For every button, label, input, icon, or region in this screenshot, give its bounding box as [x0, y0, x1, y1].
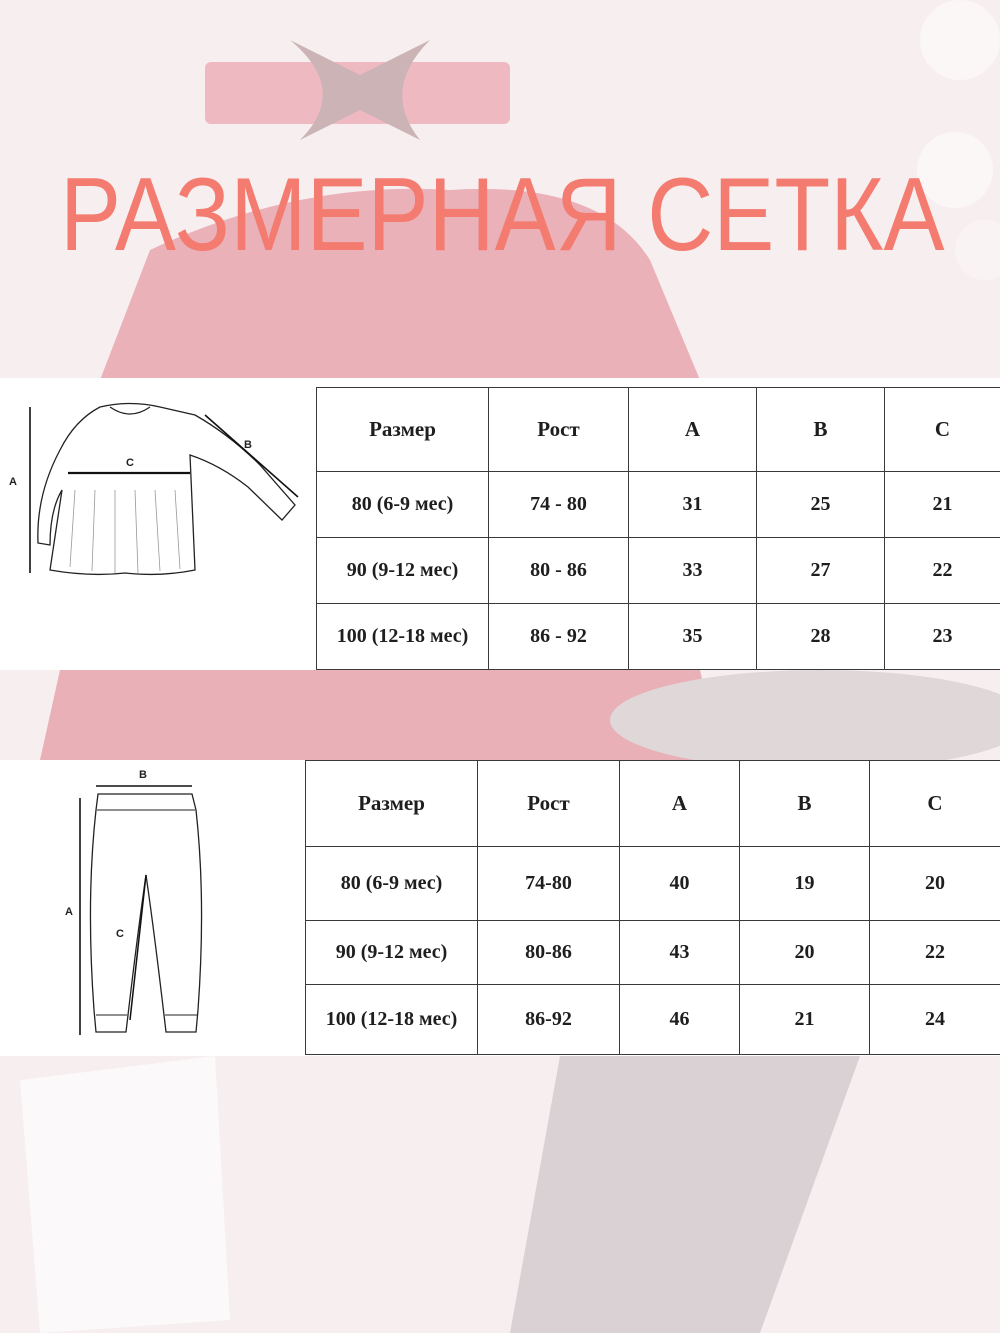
cell-b: 21 [740, 985, 870, 1055]
diagram-label-c: C [116, 928, 124, 940]
diagram-label-a: A [9, 476, 17, 488]
cell-size: 90 (9-12 мес) [317, 538, 489, 604]
header-a: A [629, 388, 757, 472]
cell-c: 24 [870, 985, 1000, 1055]
header-height: Рост [489, 388, 629, 472]
cell-size: 100 (12-18 мес) [317, 604, 489, 670]
cell-b: 25 [757, 472, 885, 538]
pants-size-table [305, 760, 1000, 1055]
pants-sketch [70, 780, 220, 1040]
header-size: Размер [306, 761, 478, 847]
cell-c: 22 [870, 921, 1000, 985]
table-row [317, 604, 1000, 670]
header-b: B [757, 388, 885, 472]
cell-height: 74 - 80 [489, 472, 629, 538]
cell-height: 80 - 86 [489, 538, 629, 604]
diagram-label-b: B [244, 439, 252, 451]
cell-size: 90 (9-12 мес) [306, 921, 478, 985]
cell-a: 43 [620, 921, 740, 985]
table-header-row [317, 388, 1000, 472]
diagram-label-a: A [65, 906, 73, 918]
table-row [306, 921, 1000, 985]
cell-height: 86-92 [478, 985, 620, 1055]
cell-height: 80-86 [478, 921, 620, 985]
header-b: B [740, 761, 870, 847]
blouse-sketch [20, 395, 310, 585]
cell-b: 28 [757, 604, 885, 670]
cell-a: 33 [629, 538, 757, 604]
cell-c: 20 [870, 847, 1000, 921]
diagram-label-b: B [139, 769, 147, 781]
cell-size: 80 (6-9 мес) [306, 847, 478, 921]
table-row [317, 472, 1000, 538]
cell-a: 40 [620, 847, 740, 921]
cell-size: 100 (12-18 мес) [306, 985, 478, 1055]
diagram-label-c: C [126, 457, 134, 469]
cell-size: 80 (6-9 мес) [317, 472, 489, 538]
header-size: Размер [317, 388, 489, 472]
cell-c: 21 [885, 472, 1000, 538]
cell-b: 19 [740, 847, 870, 921]
cell-height: 74-80 [478, 847, 620, 921]
header-height: Рост [478, 761, 620, 847]
cell-a: 35 [629, 604, 757, 670]
table-row [306, 985, 1000, 1055]
cell-b: 20 [740, 921, 870, 985]
header-c: C [870, 761, 1000, 847]
blouse-size-table [316, 387, 1000, 670]
table-row [306, 847, 1000, 921]
cell-b: 27 [757, 538, 885, 604]
header-c: C [885, 388, 1000, 472]
cell-height: 86 - 92 [489, 604, 629, 670]
cell-a: 31 [629, 472, 757, 538]
cell-a: 46 [620, 985, 740, 1055]
page-title: РАЗМЕРНАЯ СЕТКА [60, 157, 945, 273]
table-row [317, 538, 1000, 604]
cell-c: 22 [885, 538, 1000, 604]
table-header-row [306, 761, 1000, 847]
cell-c: 23 [885, 604, 1000, 670]
header-a: A [620, 761, 740, 847]
